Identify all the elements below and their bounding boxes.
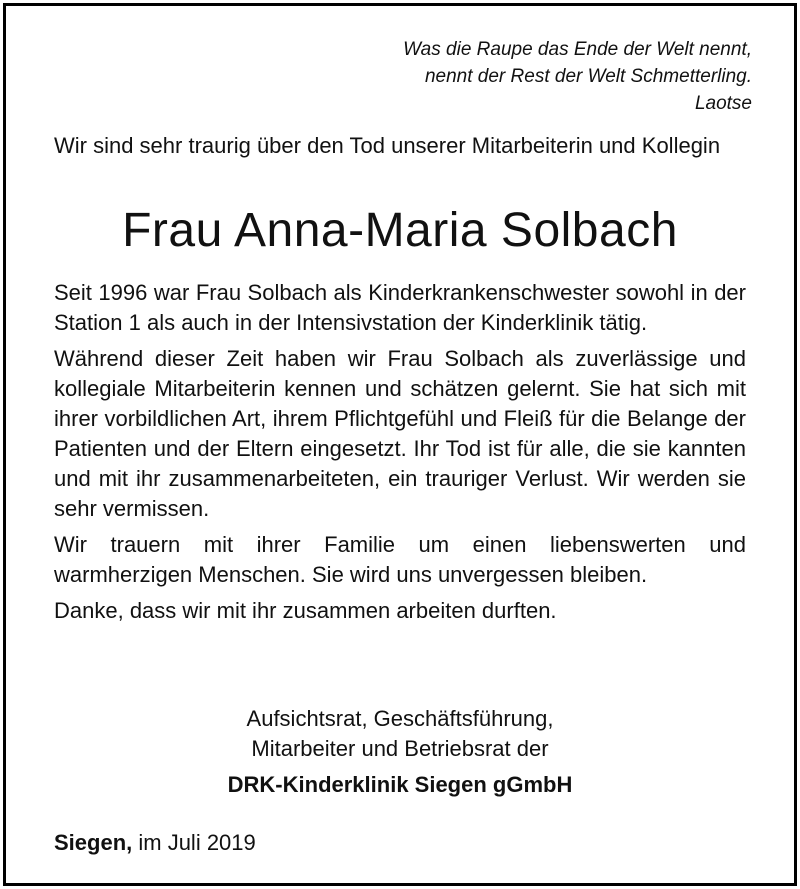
- epigraph: [403, 36, 752, 117]
- place-city: Siegen,: [54, 830, 133, 855]
- intro-text: Wir sind sehr traurig über den Tod unserer Mitarbeiterin und Kollegin: [54, 133, 721, 158]
- paragraph-thanks: Danke, dass wir mit ihr zusammen arbeiten durften.: [54, 598, 557, 623]
- place-and-date: [54, 828, 256, 858]
- organization-name: DRK-Kinderklinik Siegen gGmbH: [227, 772, 573, 797]
- signatories-line-1: Aufsichtsrat, Geschäftsführung,: [246, 706, 554, 731]
- paragraph-career: Seit 1996 war Frau Solbach als Kinderkrankenschwester sowohl in der Station 1 als auch in der Intensivstation der Kinderklinik tätig.: [54, 280, 746, 335]
- signatories-line-2: Mitarbeiter und Betriebsrat der: [251, 736, 549, 761]
- place-date: im Juli 2019: [138, 830, 256, 855]
- deceased-name: Frau Anna-Maria Solbach: [122, 204, 678, 257]
- epigraph-author: Laotse: [694, 93, 752, 114]
- epigraph-line-2: nennt der Rest der Welt Schmetterling.: [424, 66, 752, 87]
- notice-body: [54, 278, 746, 632]
- epigraph-line-1: Was die Raupe das Ende der Welt nennt,: [403, 39, 752, 60]
- paragraph-mourning: Wir trauern mit ihrer Familie um einen liebenswerten und warmherzigen Menschen. Sie wird uns unvergessen bleiben.: [54, 532, 746, 587]
- paragraph-tribute: Während dieser Zeit haben wir Frau Solbach als zuverlässige und kollegiale Mitarbeiterin kennen und schätzen gelernt. Sie hat sich mit ihrer vorbildlichen Art, ihrem Pflichtgefühl und Fleiß für die Belange der Patienten und der Eltern eingesetzt. Ihr Tod ist für alle, die sie kannten und mit ihr zusammenarbeiteten, ein trauriger Verlust. Wir werden sie sehr vermissen.: [54, 346, 746, 521]
- signatories: [0, 704, 800, 764]
